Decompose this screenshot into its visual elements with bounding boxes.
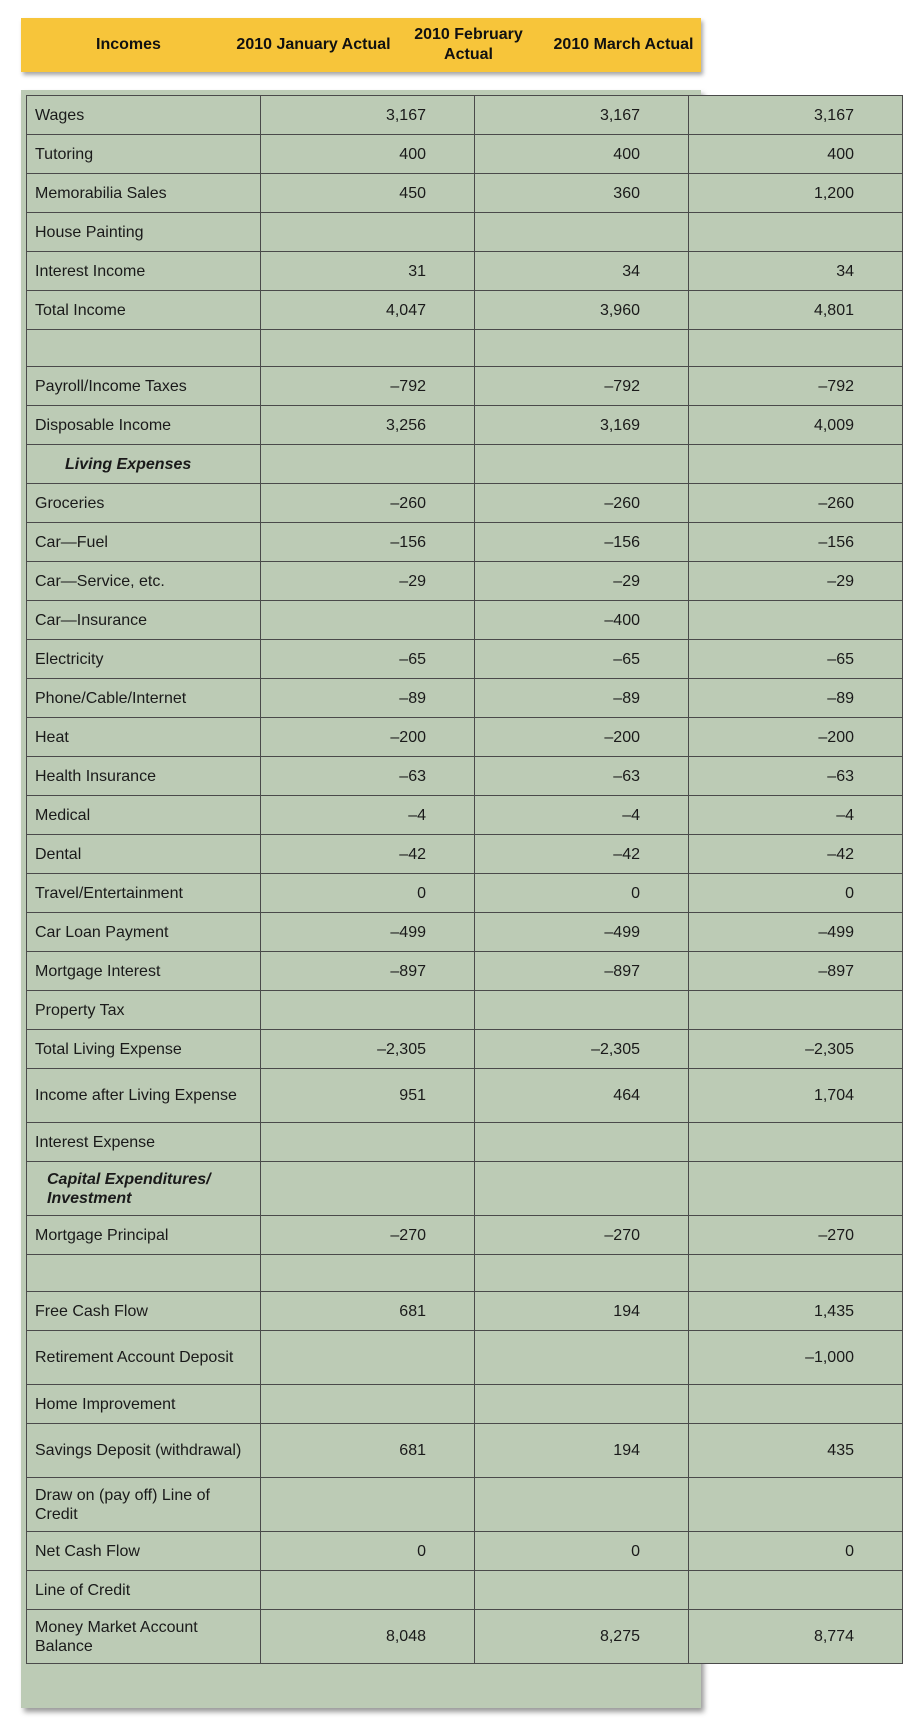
- cell-january: 450: [261, 174, 475, 213]
- cell-february: 400: [475, 135, 689, 174]
- table-row: [27, 1255, 903, 1292]
- cell-january: [261, 1571, 475, 1610]
- cell-february: 0: [475, 874, 689, 913]
- table-row: [27, 1331, 903, 1385]
- cell-january: –2,305: [261, 1030, 475, 1069]
- cell-january: [261, 330, 475, 367]
- cell-february: –4: [475, 796, 689, 835]
- row-label: Money Market Account Balance: [27, 1610, 261, 1664]
- cell-january: [261, 1331, 475, 1385]
- cell-march: 1,704: [689, 1069, 903, 1123]
- cell-march: –4: [689, 796, 903, 835]
- cell-january: –792: [261, 367, 475, 406]
- header-february: 2010 February Actual: [414, 26, 523, 63]
- cell-march: –29: [689, 562, 903, 601]
- table-row: [27, 913, 903, 952]
- cell-march: –260: [689, 484, 903, 523]
- row-label: Net Cash Flow: [27, 1532, 261, 1571]
- row-label: Dental: [27, 835, 261, 874]
- cell-march: –63: [689, 757, 903, 796]
- cell-january: [261, 1385, 475, 1424]
- cell-february: [475, 445, 689, 484]
- cell-january: 8,048: [261, 1610, 475, 1664]
- table-row: [27, 1571, 903, 1610]
- cell-february: [475, 1162, 689, 1216]
- table-row: [27, 291, 903, 330]
- cell-february: 3,169: [475, 406, 689, 445]
- cell-january: –499: [261, 913, 475, 952]
- table-row: [27, 1424, 903, 1478]
- row-label: Draw on (pay off) Line of Credit: [27, 1478, 261, 1532]
- table-row: [27, 1610, 903, 1664]
- cell-february: 360: [475, 174, 689, 213]
- table-row: [27, 96, 903, 135]
- header-march: 2010 March Actual: [553, 36, 694, 53]
- cell-march: 8,774: [689, 1610, 903, 1664]
- cell-february: –499: [475, 913, 689, 952]
- row-label: Property Tax: [27, 991, 261, 1030]
- table-row: [27, 835, 903, 874]
- cell-february: –270: [475, 1216, 689, 1255]
- table-row: [27, 174, 903, 213]
- cash-flow-table: [26, 95, 903, 1664]
- cell-march: –156: [689, 523, 903, 562]
- row-label: Retirement Account Deposit: [27, 1331, 261, 1385]
- cell-march: [689, 1478, 903, 1532]
- cell-january: –270: [261, 1216, 475, 1255]
- cell-january: 31: [261, 252, 475, 291]
- cell-march: 4,009: [689, 406, 903, 445]
- row-label: Memorabilia Sales: [27, 174, 261, 213]
- row-label: Free Cash Flow: [27, 1292, 261, 1331]
- cell-march: 34: [689, 252, 903, 291]
- row-label: Interest Expense: [27, 1123, 261, 1162]
- row-label: Payroll/Income Taxes: [27, 367, 261, 406]
- cell-february: [475, 213, 689, 252]
- row-label: Total Living Expense: [27, 1030, 261, 1069]
- cell-march: –42: [689, 835, 903, 874]
- cell-february: [475, 1385, 689, 1424]
- cell-february: –42: [475, 835, 689, 874]
- table-row: [27, 135, 903, 174]
- cell-march: [689, 601, 903, 640]
- cell-march: [689, 1162, 903, 1216]
- row-label: Car Loan Payment: [27, 913, 261, 952]
- cell-january: –4: [261, 796, 475, 835]
- row-label: Phone/Cable/Internet: [27, 679, 261, 718]
- cell-february: 3,167: [475, 96, 689, 135]
- cell-march: –200: [689, 718, 903, 757]
- cell-january: 400: [261, 135, 475, 174]
- cell-february: –400: [475, 601, 689, 640]
- cell-february: –200: [475, 718, 689, 757]
- cell-march: 1,435: [689, 1292, 903, 1331]
- cell-march: 435: [689, 1424, 903, 1478]
- row-label: Travel/Entertainment: [27, 874, 261, 913]
- cell-march: [689, 330, 903, 367]
- cell-february: 34: [475, 252, 689, 291]
- cell-march: –2,305: [689, 1030, 903, 1069]
- cell-february: 0: [475, 1532, 689, 1571]
- cell-march: 400: [689, 135, 903, 174]
- cell-january: 3,167: [261, 96, 475, 135]
- table-row: [27, 601, 903, 640]
- cell-march: [689, 991, 903, 1030]
- table-row: [27, 874, 903, 913]
- table-row: [27, 1162, 903, 1216]
- cell-january: –156: [261, 523, 475, 562]
- row-label: Wages: [27, 96, 261, 135]
- table-row: [27, 1292, 903, 1331]
- cell-february: –897: [475, 952, 689, 991]
- cell-february: 194: [475, 1424, 689, 1478]
- cell-january: 951: [261, 1069, 475, 1123]
- table-row: [27, 757, 903, 796]
- table-row: [27, 1385, 903, 1424]
- cell-january: –89: [261, 679, 475, 718]
- row-label: Electricity: [27, 640, 261, 679]
- row-label: Car—Fuel: [27, 523, 261, 562]
- cell-february: 8,275: [475, 1610, 689, 1664]
- cell-march: [689, 213, 903, 252]
- cell-march: 3,167: [689, 96, 903, 135]
- cell-february: 464: [475, 1069, 689, 1123]
- table-row: [27, 991, 903, 1030]
- row-label: Car—Insurance: [27, 601, 261, 640]
- table-row: [27, 523, 903, 562]
- cell-january: –65: [261, 640, 475, 679]
- table-row: [27, 640, 903, 679]
- table-row: [27, 1030, 903, 1069]
- cell-february: –156: [475, 523, 689, 562]
- cell-march: 1,200: [689, 174, 903, 213]
- cell-february: –2,305: [475, 1030, 689, 1069]
- table-row: [27, 1532, 903, 1571]
- cell-march: 4,801: [689, 291, 903, 330]
- table-row: [27, 1216, 903, 1255]
- cell-january: 681: [261, 1292, 475, 1331]
- cell-march: [689, 1255, 903, 1292]
- cell-january: [261, 601, 475, 640]
- cell-january: 681: [261, 1424, 475, 1478]
- table-row: [27, 1123, 903, 1162]
- row-label: Total Income: [27, 291, 261, 330]
- cell-february: –63: [475, 757, 689, 796]
- cell-january: –42: [261, 835, 475, 874]
- row-label: Savings Deposit (withdrawal): [27, 1424, 261, 1478]
- cell-january: 3,256: [261, 406, 475, 445]
- cell-march: –89: [689, 679, 903, 718]
- row-label: Line of Credit: [27, 1571, 261, 1610]
- table-row: [27, 1069, 903, 1123]
- cell-january: [261, 213, 475, 252]
- cell-march: –792: [689, 367, 903, 406]
- cell-march: –65: [689, 640, 903, 679]
- table-row: [27, 718, 903, 757]
- header-incomes: Incomes: [96, 36, 161, 53]
- cell-january: –63: [261, 757, 475, 796]
- cell-january: 4,047: [261, 291, 475, 330]
- cell-january: [261, 1123, 475, 1162]
- cell-january: 0: [261, 874, 475, 913]
- row-label: [27, 330, 261, 367]
- cell-march: [689, 1123, 903, 1162]
- header-january: 2010 January Actual: [236, 36, 391, 53]
- table-row: [27, 367, 903, 406]
- cell-february: –65: [475, 640, 689, 679]
- table-row: [27, 562, 903, 601]
- row-label: Interest Income: [27, 252, 261, 291]
- cell-january: –260: [261, 484, 475, 523]
- cell-february: [475, 330, 689, 367]
- cell-january: [261, 445, 475, 484]
- row-label: Living Expenses: [27, 445, 261, 484]
- row-label: Tutoring: [27, 135, 261, 174]
- row-label: Heat: [27, 718, 261, 757]
- cell-february: –792: [475, 367, 689, 406]
- cell-january: [261, 1162, 475, 1216]
- cell-march: [689, 1571, 903, 1610]
- cell-march: [689, 445, 903, 484]
- cell-february: [475, 1571, 689, 1610]
- cell-january: [261, 1478, 475, 1532]
- cash-flow-table-panel: [21, 90, 854, 1708]
- cell-january: –200: [261, 718, 475, 757]
- cell-march: –270: [689, 1216, 903, 1255]
- row-label: Capital Expenditures/ Investment: [27, 1162, 261, 1216]
- cell-february: [475, 991, 689, 1030]
- cell-february: [475, 1255, 689, 1292]
- cell-january: –29: [261, 562, 475, 601]
- table-row: [27, 252, 903, 291]
- cell-february: 194: [475, 1292, 689, 1331]
- row-label: Mortgage Interest: [27, 952, 261, 991]
- table-row: [27, 679, 903, 718]
- cell-march: –499: [689, 913, 903, 952]
- row-label: Medical: [27, 796, 261, 835]
- row-label: House Painting: [27, 213, 261, 252]
- cell-february: –260: [475, 484, 689, 523]
- cell-march: –1,000: [689, 1331, 903, 1385]
- table-row: [27, 445, 903, 484]
- cell-january: –897: [261, 952, 475, 991]
- cell-february: –89: [475, 679, 689, 718]
- cell-march: 0: [689, 1532, 903, 1571]
- row-label: Health Insurance: [27, 757, 261, 796]
- cell-january: [261, 1255, 475, 1292]
- table-row: [27, 484, 903, 523]
- row-label: Disposable Income: [27, 406, 261, 445]
- row-label: Mortgage Principal: [27, 1216, 261, 1255]
- table-row: [27, 952, 903, 991]
- row-label: Car—Service, etc.: [27, 562, 261, 601]
- cell-february: 3,960: [475, 291, 689, 330]
- table-row: [27, 213, 903, 252]
- cell-january: [261, 991, 475, 1030]
- cell-march: [689, 1385, 903, 1424]
- cell-february: [475, 1478, 689, 1532]
- table-row: [27, 1478, 903, 1532]
- table-row: [27, 796, 903, 835]
- row-label: Home Improvement: [27, 1385, 261, 1424]
- row-label: [27, 1255, 261, 1292]
- cell-february: –29: [475, 562, 689, 601]
- cell-february: [475, 1331, 689, 1385]
- table-row: [27, 406, 903, 445]
- table-row: [27, 330, 903, 367]
- row-label: Income after Living Expense: [27, 1069, 261, 1123]
- cell-january: 0: [261, 1532, 475, 1571]
- row-label: Groceries: [27, 484, 261, 523]
- table-header: [21, 18, 701, 72]
- cell-february: [475, 1123, 689, 1162]
- cell-march: –897: [689, 952, 903, 991]
- cell-march: 0: [689, 874, 903, 913]
